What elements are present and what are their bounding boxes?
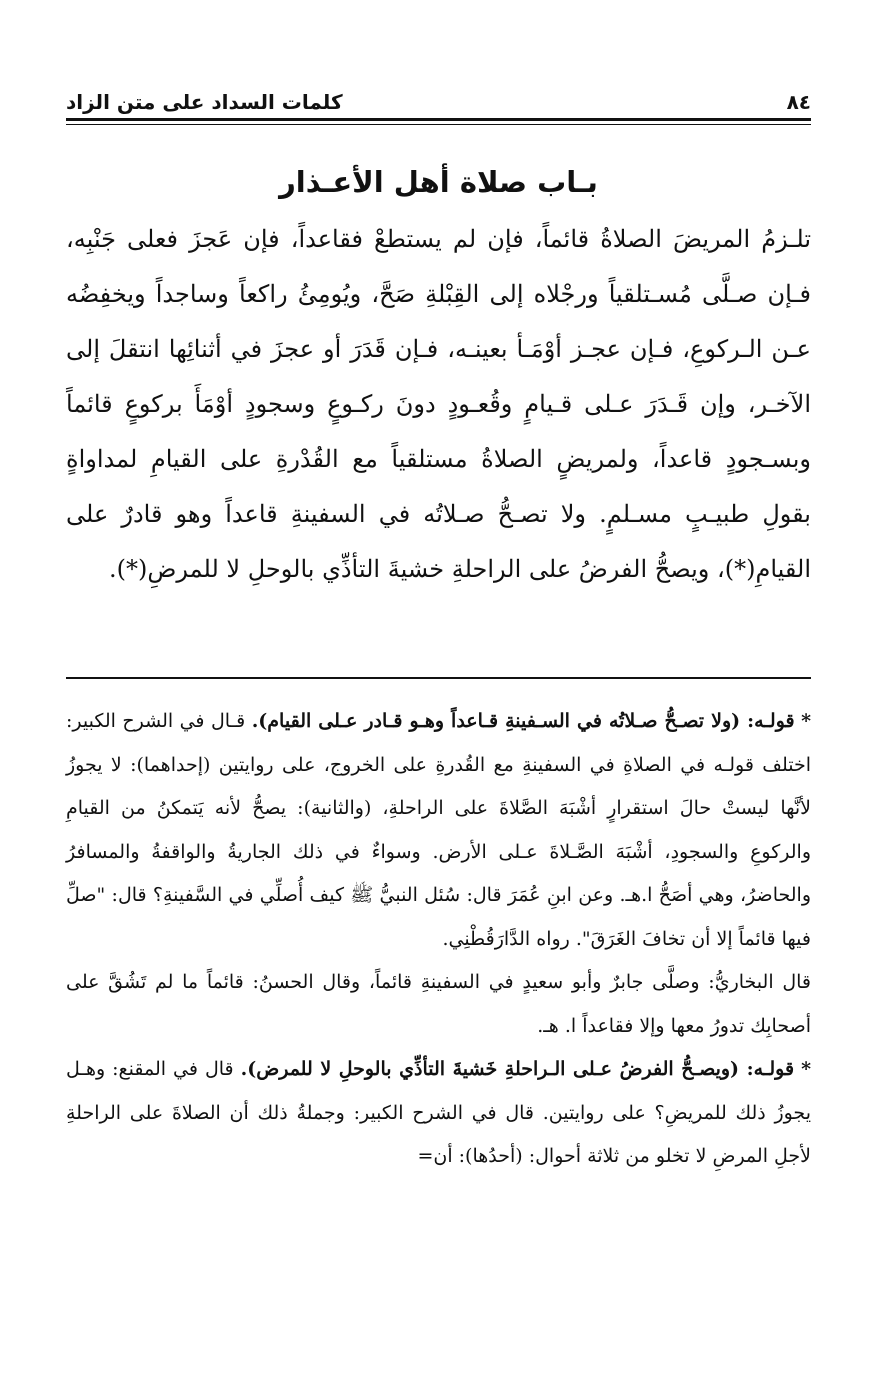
- footnote-marker: *: [801, 710, 812, 732]
- footnote-3: [66, 1048, 811, 1179]
- footnote-quote: قولـه: (ولا تصـحُّ صـلاتُه في السـفينةِ قـاعداً وهـو قـادر عـلى القيام).: [251, 710, 795, 732]
- header-rule: [66, 118, 811, 121]
- page-number: ٨٤: [786, 90, 811, 114]
- running-title: كلمات السداد على متن الزاد: [66, 90, 343, 114]
- running-header: [66, 78, 811, 114]
- footnote-text: قـال في الشرح الكبير: اختلف قولـه في الصلاةِ في السفينةِ مع القُدرةِ على الخروج، على روايتين (إحداهما): لا يجوزُ لأنَّها ليستْ حالَ استقرارٍ أشْبَهَ الصَّلاةَ على الراحلةِ، (والثانية): يصحُّ لأنه يَتمكنُ من القيامِ والركوعِ والسجودِ، أشْبَهَ الصَّـلاةَ عـلى الأرض. وسواءٌ في ذلك الجاريةُ والواقفةُ والمسافرُ والحاضرُ، وهي أصَحُّ ا.هـ. وعن ابنِ عُمَرَ قال: سُئل النبيُّ ﷺ كيف أُصلِّي في السَّفينةِ؟ قال: "صلِّ فيها قائماً إلا أن تخافَ الغَرَقَ". رواه الدَّارَقُطْنِي.: [66, 710, 812, 950]
- footnote-quote: قولـه: (ويصـحُّ الفرضُ عـلى الـراحلةِ خَشيةَ التأذِّي بالوحلِ لا للمرض).: [240, 1058, 795, 1080]
- main-text: تلـزمُ المريضَ الصلاةُ قائماً، فإن لم يستطعْ فقاعداً، فإن عَجزَ فعلى جَنْبِه، فـإن صـلَّى مُسـتلقياً ورجْلاه إلى القِبْلةِ صَحَّ، ويُومِئُ راكعاً وساجداً ويخفِضُه عـن الـركوعِ، فـإن عجـز أوْمَـأ بعينـه، فـإن قَدَرَ أو عجزَ في أثنائِها انتقلَ إلى الآخـر، وإن قَـدَرَ عـلى قـيامٍ وقُعـودٍ دونَ ركـوعٍ وسجودٍ أوْمَأَ بركوعٍ قائماً وبسـجودٍ قاعداً، ولمريضٍ الصلاةُ مستلقياً مع القُدْرةِ على القيامِ لمداواةٍ بقولِ طبيـبٍ مسـلمٍ. ولا تصـحُّ صـلاتُه في السفينةِ قاعداً وهو قادرٌ على القيامِ(*)، ويصحُّ الفرضُ على الراحلةِ خشيةَ التأذِّي بالوحلِ لا للمرضِ(*).: [66, 225, 811, 583]
- footnote-separator: [66, 677, 811, 679]
- header-rule-thin: [66, 124, 811, 125]
- footnote-1: [66, 700, 811, 961]
- footnote-2: [66, 961, 811, 1048]
- footnote-text: قال البخاريُّ: وصلَّى جابرٌ وأبو سعيدٍ في السفينةِ قائماً، وقال الحسنُ: قائماً ما لم تَشُقَّ على أصحابِك تدورُ معها وإلا فقاعداً ا. هـ.: [66, 971, 811, 1037]
- chapter-title: بـاب صلاة أهل الأعـذار: [279, 165, 598, 199]
- footnote-text: قال في المقنع: وهـل يجوزُ ذلك للمريضِ؟ على روايتين. قال في الشرح الكبير: وجملةُ ذلك أن الصلاةَ على الراحلةِ لأجلِ المرضِ لا تخلو من ثلاثة أحوال: (أحدُها): أن=: [66, 1058, 811, 1167]
- footnote-marker: *: [801, 1058, 811, 1080]
- footnotes: [66, 700, 811, 1179]
